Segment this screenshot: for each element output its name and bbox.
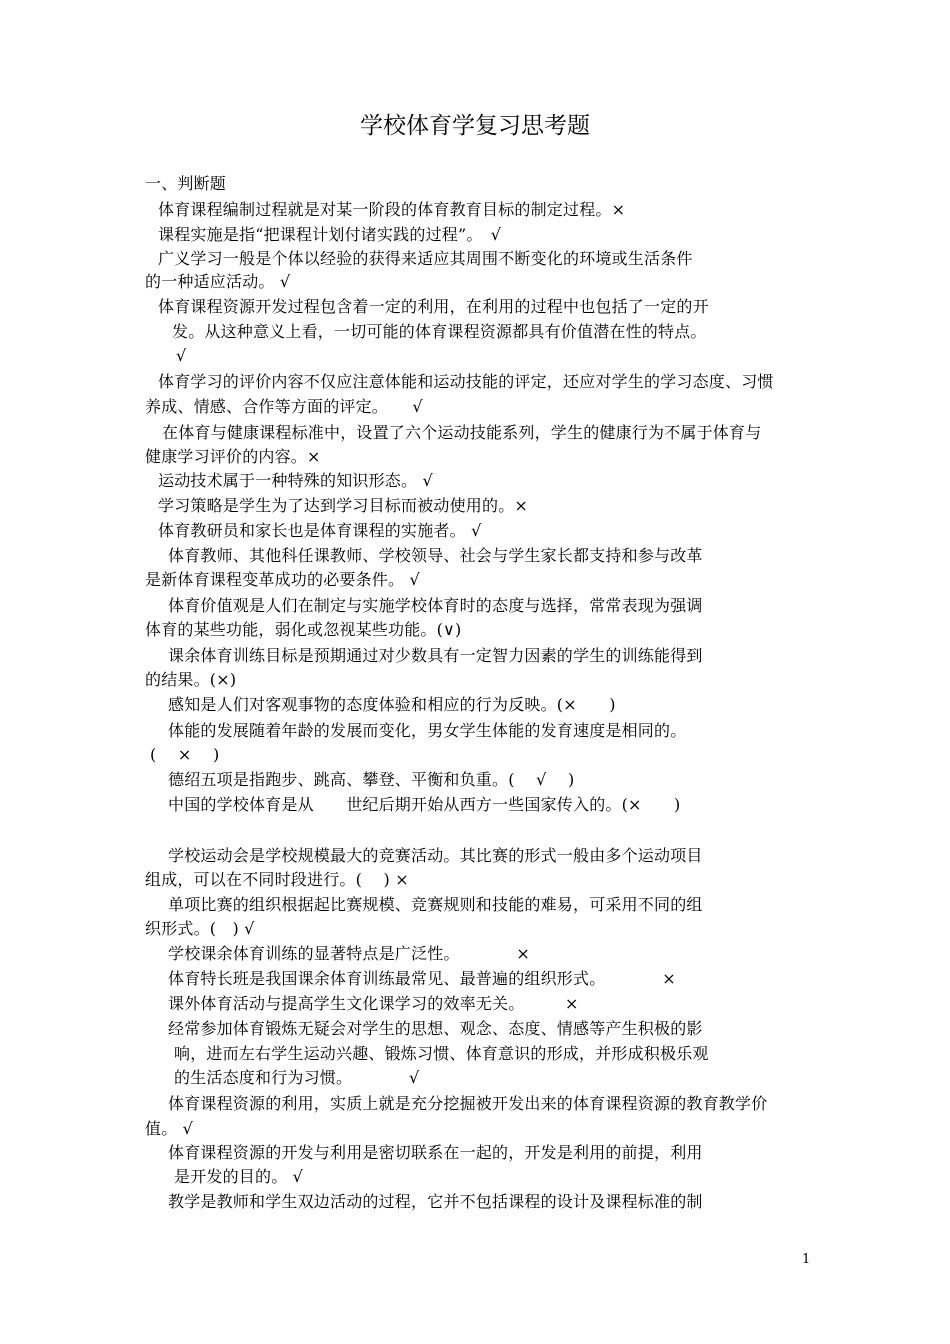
text-line: 教学是教师和学生双边活动的过程，它并不包括课程的设计及课程标准的制 <box>168 1192 703 1211</box>
text-line: 值。 √ <box>145 1119 194 1138</box>
text-line: 体育教研员和家长也是体育课程的实施者。 √ <box>158 521 482 540</box>
text-line: 学校运动会是学校规模最大的竞赛活动。其比赛的形式一般由多个运动项目 <box>168 846 703 865</box>
text-line: 是开发的目的。 √ <box>174 1167 304 1186</box>
text-line: 运动技术属于一种特殊的知识形态。 √ <box>158 471 433 490</box>
text-line: √ <box>176 346 187 365</box>
text-line: ( × ) <box>150 745 220 764</box>
text-line: 课外体育活动与提高学生文化课学习的效率无关。 × <box>168 994 579 1013</box>
text-line: 学校课余体育训练的显著特点是广泛性。 × <box>168 944 531 963</box>
text-line: 的一种适应活动。 √ <box>145 272 291 291</box>
section-heading: 一、判断题 <box>145 174 227 193</box>
text-line: 德绍五项是指跑步、跳高、攀登、平衡和负重。( √ ) <box>168 770 575 789</box>
text-line: 组成，可以在不同时段进行。( ) × <box>145 870 409 889</box>
text-line: 健康学习评价的内容。× <box>145 447 321 466</box>
text-line: 经常参加体育锻炼无疑会对学生的思想、观念、态度、情感等产生积极的影 <box>168 1019 703 1038</box>
text-line: 体育价值观是人们在制定与实施学校体育时的态度与选择，常常表现为强调 <box>168 596 703 615</box>
text-line: 体育课程资源的开发与利用是密切联系在一起的，开发是利用的前提，利用 <box>168 1143 703 1162</box>
document-title: 学校体育学复习思考题 <box>360 113 590 139</box>
text-line: 发。从这种意义上看，一切可能的体育课程资源都具有价值潜在性的特点。 <box>172 322 707 341</box>
text-line: 体育学习的评价内容不仅应注意体能和运动技能的评定，还应对学生的学习态度、习惯 <box>158 372 774 391</box>
text-line: 响，进而左右学生运动兴趣、锻炼习惯、体育意识的形成，并形成积极乐观 <box>174 1044 709 1063</box>
text-line: 课余体育训练目标是预期通过对少数具有一定智力因素的学生的训练能得到 <box>168 646 703 665</box>
text-line: 学习策略是学生为了达到学习目标而被动使用的。× <box>158 496 529 515</box>
text-line: 体育特长班是我国课余体育训练最常见、最普遍的组织形式。 × <box>168 969 676 988</box>
text-line: 广义学习一般是个体以经验的获得来适应其周围不断变化的环境或生活条件 <box>158 249 693 268</box>
text-line: 在体育与健康课程标准中，设置了六个运动技能系列，学生的健康行为不属于体育与 <box>162 423 762 442</box>
page-number: 1 <box>802 1252 811 1267</box>
text-line: 的结果。(×) <box>145 670 237 689</box>
text-line: 感知是人们对客观事物的态度体验和相应的行为反映。(× ) <box>168 695 616 714</box>
text-line: 体育教师、其他科任课教师、学校领导、社会与学生家长都支持和参与改革 <box>168 546 703 565</box>
text-line: 中国的学校体育是从 世纪后期开始从西方一些国家传入的。(× ) <box>168 795 681 814</box>
text-line: 体育课程编制过程就是对某一阶段的体育教育目标的制定过程。× <box>158 200 626 219</box>
text-line: 体能的发展随着年龄的发展而变化，男女学生体能的发育速度是相同的。 <box>168 721 687 740</box>
text-line: 体育的某些功能，弱化或忽视某些功能。(∨) <box>145 620 462 639</box>
text-line: 单项比赛的组织根据起比赛规模、竞赛规则和技能的难易，可采用不同的组 <box>168 895 703 914</box>
text-line: 养成、情感、合作等方面的评定。 √ <box>145 397 423 416</box>
text-line: 织形式。( ) √ <box>145 919 255 938</box>
text-line: 的生活态度和行为习惯。 √ <box>174 1068 420 1087</box>
text-line: 课程实施是指“把课程计划付诸实践的过程”。 √ <box>158 225 502 244</box>
text-line: 体育课程资源开发过程包含着一定的利用，在利用的过程中也包括了一定的开 <box>158 297 709 316</box>
text-line: 体育课程资源的利用，实质上就是充分挖掘被开发出来的体育课程资源的教育教学价 <box>168 1094 768 1113</box>
text-line: 是新体育课程变革成功的必要条件。 √ <box>145 570 420 589</box>
